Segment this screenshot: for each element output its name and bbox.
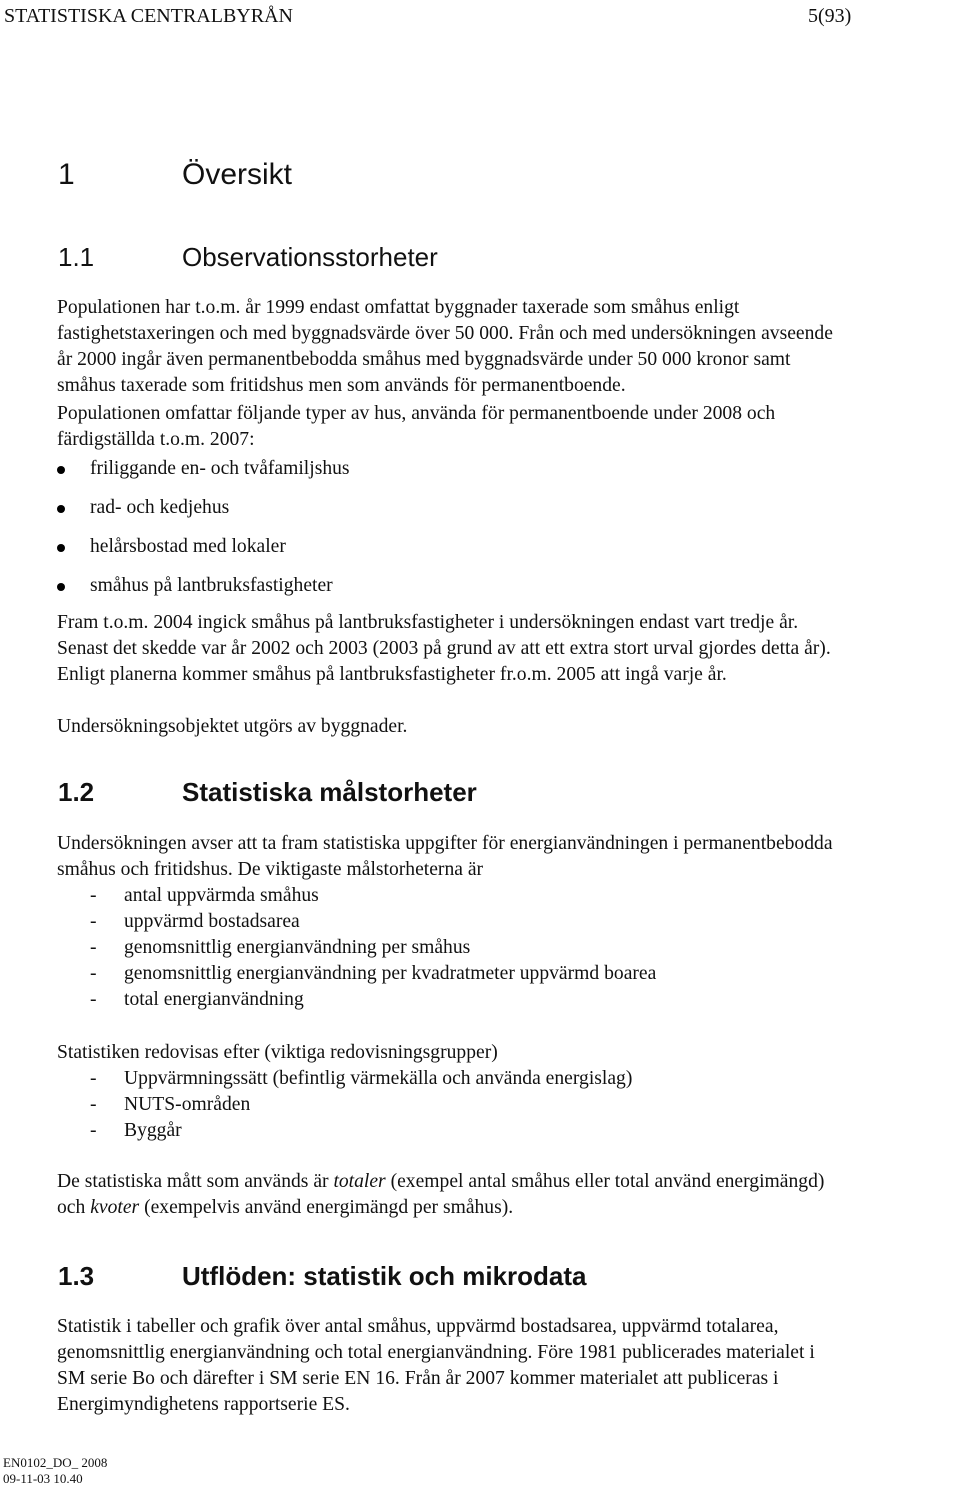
bullet-icon [57, 544, 65, 552]
section-1-2-heading [58, 776, 758, 808]
section-1-2-title: Statistiska målstorheter [182, 777, 477, 807]
text-run: De statistiska mått som används är [57, 1171, 334, 1192]
dash-icon: - [90, 885, 97, 906]
section-1-1-heading [58, 241, 758, 273]
paragraph-line: Energimyndighetens rapportserie ES. [57, 1394, 350, 1415]
bullet-item: rad- och kedjehus [90, 497, 230, 518]
footer-date: 09-11-03 10.40 [3, 1471, 83, 1486]
paragraph-line: SM serie Bo och därefter i SM serie EN 16. Från år 2007 kommer materialet att publiceras i [57, 1368, 779, 1389]
paragraph-line: Undersökningen avser att ta fram statistiska uppgifter för energianvändningen i permanentbebodda [57, 833, 833, 854]
list-item: uppvärmd bostadsarea [124, 911, 300, 932]
section-1-3-heading [58, 1260, 758, 1292]
dash-icon: - [90, 937, 97, 958]
footer-doc-id: EN0102_DO_ 2008 [3, 1455, 108, 1470]
paragraph-line: Undersökningsobjektet utgörs av byggnader. [57, 716, 408, 737]
text-run: och [57, 1197, 91, 1218]
list-item: genomsnittlig energianvändning per småhus [124, 937, 471, 958]
list-item: genomsnittlig energianvändning per kvadratmeter uppvärmd boarea [124, 963, 657, 984]
paragraph-line: Statistik i tabeller och grafik över antal småhus, uppvärmd bostadsarea, uppvärmd totalarea, [57, 1316, 779, 1337]
paragraph-line: Statistiken redovisas efter (viktiga redovisningsgrupper) [57, 1042, 498, 1063]
bullet-icon [57, 466, 65, 474]
paragraph-line: Senast det skedde var år 2002 och 2003 (2003 på grund av att ett extra stort urval gjordes detta år). [57, 638, 831, 659]
paragraph-line [57, 1169, 824, 1195]
list-item: Byggår [124, 1120, 182, 1141]
dash-icon: - [90, 989, 97, 1010]
section-1-3-number: 1.3 [58, 1261, 95, 1291]
section-1-2-number: 1.2 [58, 777, 95, 807]
paragraph-line: år 2000 ingår även permanentbebodda småhus med byggnadsvärde under 50 000 kronor samt [57, 349, 791, 370]
bullet-item: helårsbostad med lokaler [90, 536, 286, 557]
bullet-icon [57, 583, 65, 591]
bullet-icon [57, 505, 65, 513]
section-1-number: 1 [58, 158, 75, 191]
dash-icon: - [90, 911, 97, 932]
paragraph-line: småhus taxerade som fritidshus men som används för permanentboende. [57, 375, 626, 396]
text-run: (exempelvis använd energimängd per småhus). [139, 1197, 514, 1218]
paragraph-line: småhus och fritidshus. De viktigaste målstorheterna är [57, 859, 484, 880]
section-1-title: Översikt [182, 158, 293, 191]
section-1-heading [58, 157, 658, 193]
emphasis-text: kvoter [90, 1197, 140, 1218]
dash-icon: - [90, 1068, 97, 1089]
paragraph-line: Fram t.o.m. 2004 ingick småhus på lantbruksfastigheter i undersökningen endast vart tredje år. [57, 612, 799, 633]
bullet-item: friliggande en- och tvåfamiljshus [90, 458, 350, 479]
paragraph-line: färdigställda t.o.m. 2007: [57, 429, 255, 450]
header-org: STATISTISKA CENTRALBYRÅN [4, 5, 293, 27]
dash-icon: - [90, 1094, 97, 1115]
emphasis-text: totaler [333, 1171, 386, 1192]
paragraph-line: Enligt planerna kommer småhus på lantbruksfastigheter fr.o.m. 2005 att ingå varje år. [57, 664, 727, 685]
dash-icon: - [90, 963, 97, 984]
section-1-1-title: Observationsstorheter [182, 242, 438, 272]
bullet-item: småhus på lantbruksfastigheter [90, 575, 333, 596]
paragraph-line: genomsnittlig energianvändning och total energianvändning. Före 1981 publicerades materialet i [57, 1342, 815, 1363]
header-page-number: 5(93) [808, 5, 852, 27]
paragraph-line: Populationen har t.o.m. år 1999 endast omfattat byggnader taxerade som småhus enligt [57, 297, 740, 318]
list-item: antal uppvärmda småhus [124, 885, 319, 906]
section-1-1-number: 1.1 [58, 242, 95, 272]
paragraph-line: Populationen omfattar följande typer av hus, använda för permanentboende under 2008 och [57, 403, 776, 424]
paragraph-line: fastighetstaxeringen och med byggnadsvärde över 50 000. Från och med undersökningen avseende [57, 323, 833, 344]
list-item: NUTS-områden [124, 1094, 251, 1115]
paragraph-line [57, 1195, 513, 1221]
list-item: Uppvärmningssätt (befintlig värmekälla och använda energislag) [124, 1068, 633, 1089]
list-item: total energianvändning [124, 989, 304, 1010]
text-run: (exempel antal småhus eller total använd energimängd) [385, 1171, 825, 1192]
dash-icon: - [90, 1120, 97, 1141]
section-1-3-title: Utflöden: statistik och mikrodata [182, 1261, 587, 1291]
